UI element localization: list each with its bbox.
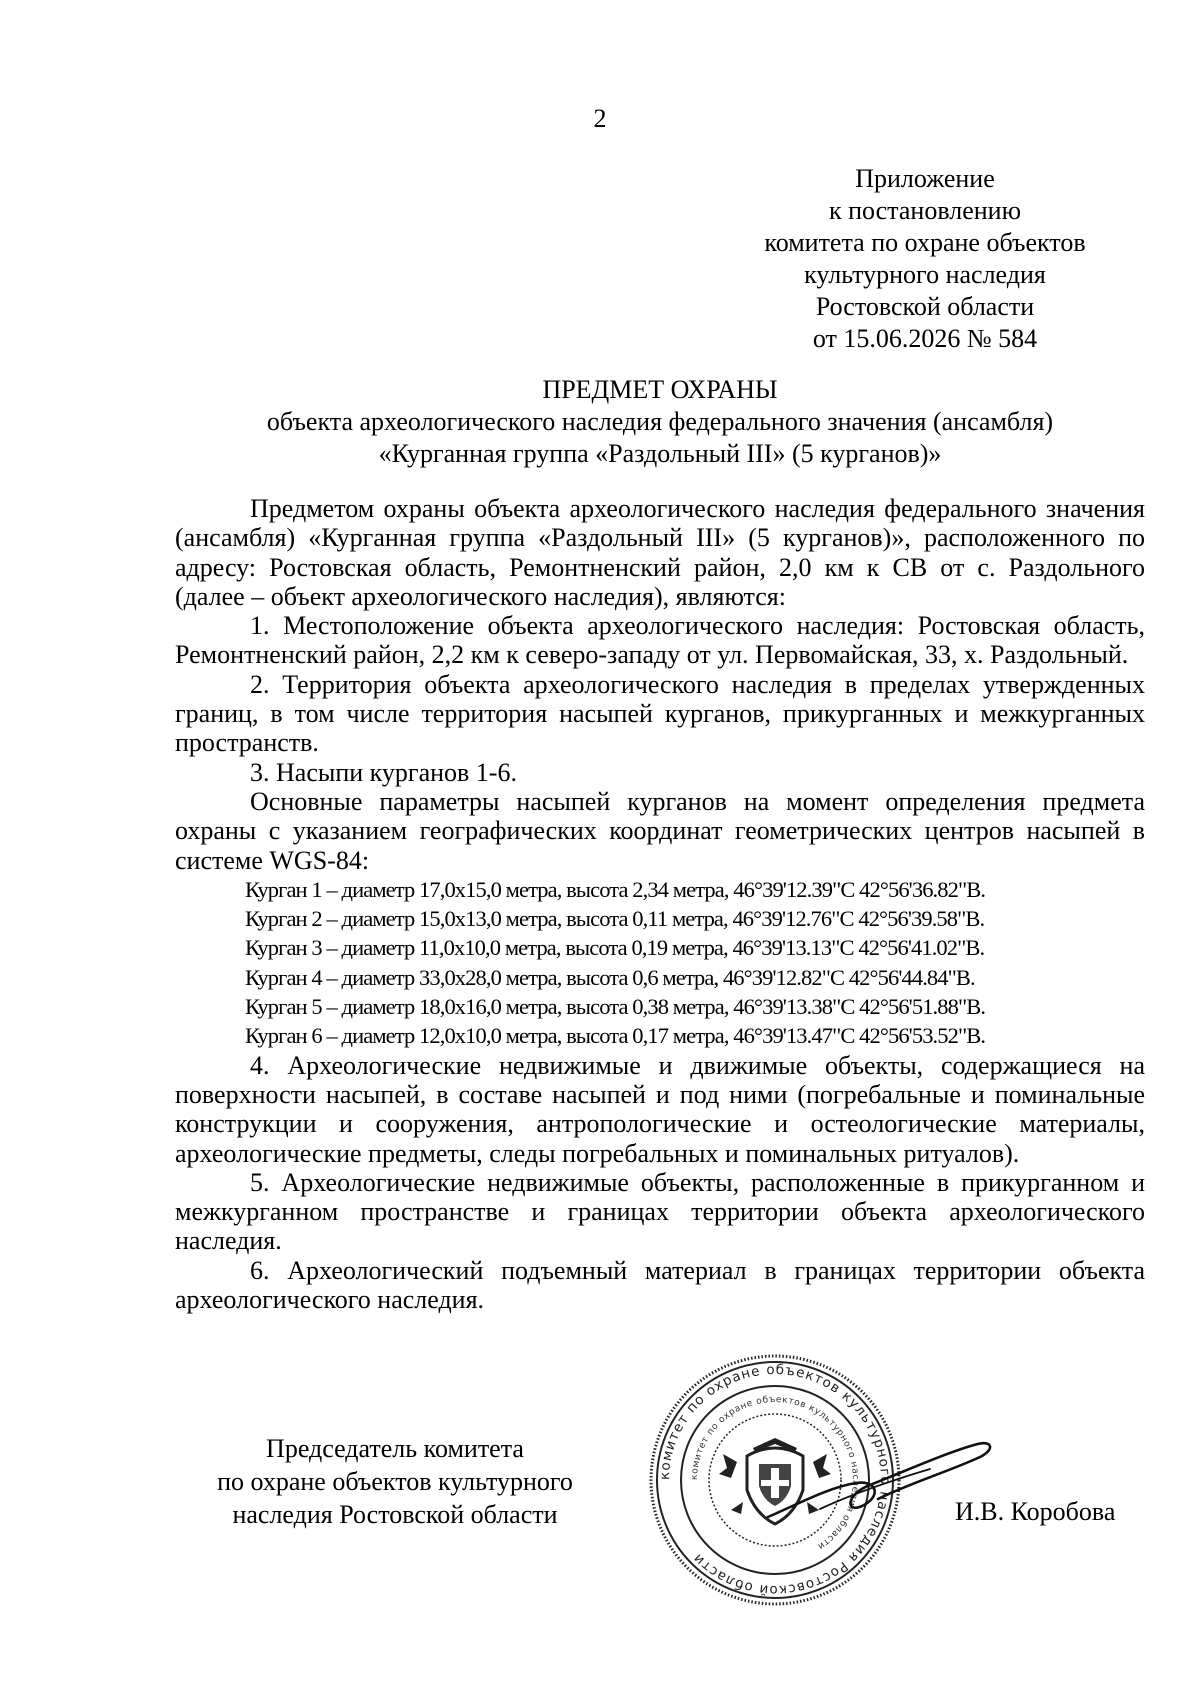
appendix-line: к постановлению (828, 196, 1022, 225)
document-body (175, 494, 1145, 1314)
signatory-position-line: по охране объектов культурного (217, 1467, 573, 1496)
kurgan-item: Курган 3 – диаметр 11,0х10,0 метра, высота 0,19 метра, 46°39'13.13"С 42°56'41.02"В. (245, 935, 985, 961)
title-object-name: «Курганная группа «Раздольный III» (5 курганов)» (378, 439, 942, 468)
page-number: 2 (593, 104, 607, 133)
signatory-position-line: Председатель комитета (266, 1434, 524, 1463)
seal-inner-text: комитет по охране объектов культурного наследия области (689, 1394, 861, 1552)
signatory-name: И.В. Коробова (955, 1497, 1116, 1526)
paragraph-immovable-objects: 5. Археологические недвижимые объекты, расположенные в прикурганном и межкурганном пространстве и границах территории объекта археологического наследия. (175, 1167, 1145, 1256)
appendix-line: Приложение (855, 164, 995, 193)
paragraph-objects: 4. Археологические недвижимые и движимые объекты, содержащиеся на поверхности насыпей, в составе насыпей и под ними (погребальные и поминальные конструкции и сооружения, антропологические и остеологические материалы, археологические предметы, следы погребальных и поминальных ритуалов). (175, 1050, 1145, 1168)
paragraph-surface-material: 6. Археологический подъемный материал в границах территории объекта археологического наследия. (175, 1255, 1145, 1315)
title-subtitle: объекта археологического наследия федерального значения (ансамбля) (266, 407, 1054, 436)
appendix-line: культурного наследия (804, 260, 1046, 289)
paragraph-intro: Предметом охраны объекта археологического наследия федерального значения (ансамбля) «Курганная группа «Раздольный III» (5 курганов)», расположенного по адресу: Ростовская область, Ремонтненский район, 2,0 км к СВ от с. Раздольного (далее – объект археологического наследия), являются: (175, 494, 1145, 611)
appendix-line: от 15.06.2026 № 584 (812, 324, 1038, 353)
seal-outer-text: комитет по охране объектов культурного наследия Ростовской области (656, 1361, 894, 1599)
kurgan-list (175, 875, 1145, 1051)
kurgan-item: Курган 4 – диаметр 33,0х28,0 метра, высота 0,6 метра, 46°39'12.82"С 42°56'44.84"В. (245, 964, 975, 990)
paragraph-location: 1. Местоположение объекта археологического наследия: Ростовская область, Ремонтненский район, 2,2 км к северо-западу от ул. Первомайская, 33, х. Раздольный. (175, 611, 1145, 670)
kurgan-item: Курган 1 – диаметр 17,0х15,0 метра, высота 2,34 метра, 46°39'12.39"С 42°56'36.82"В. (245, 876, 986, 902)
paragraph-territory: 2. Территория объекта археологического наследия в пределах утвержденных границ, в том числе территория насыпей курганов, прикурганных и межкурганных пространств. (175, 669, 1145, 758)
title-heading: ПРЕДМЕТ ОХРАНЫ (542, 375, 778, 404)
appendix-line: комитета по охране объектов (764, 228, 1086, 257)
appendix-header (735, 163, 1115, 355)
paragraph-parameters: Основные параметры насыпей курганов на момент определения предмета охраны с указанием географических координат геометрических центров насыпей в системе WGS-84: (175, 786, 1145, 875)
kurgan-item: Курган 2 – диаметр 15,0х13,0 метра, высота 0,11 метра, 46°39'12.76"С 42°56'39.58"В. (245, 906, 985, 932)
kurgan-item: Курган 5 – диаметр 18,0х16,0 метра, высота 0,38 метра, 46°39'13.38"С 42°56'51.88"В. (245, 994, 986, 1020)
appendix-line: Ростовской области (815, 292, 1035, 321)
kurgan-item: Курган 6 – диаметр 12,0х10,0 метра, высота 0,17 метра, 46°39'13.47"С 42°56'53.52"В. (245, 1023, 986, 1049)
paragraph-mounds: 3. Насыпи курганов 1-6. (250, 757, 517, 787)
signatory-position (175, 1432, 615, 1531)
signatory-position-line: наследия Ростовской области (232, 1500, 558, 1529)
handwritten-signature (760, 1425, 1000, 1545)
document-title (175, 374, 1145, 470)
